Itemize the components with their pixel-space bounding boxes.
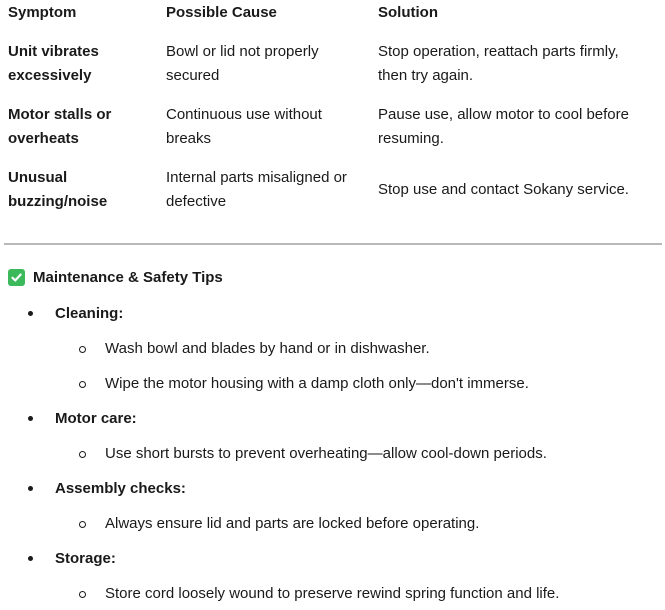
tip-item: Wash bowl and blades by hand or in dishwasher. bbox=[105, 340, 430, 357]
cause-cell: Bowl or lid not properly secured bbox=[166, 43, 319, 84]
sub-bullet-icon bbox=[78, 337, 88, 361]
section-divider bbox=[4, 243, 662, 245]
tip-item: Store cord loosely wound to preserve rewind spring function and life. bbox=[105, 585, 560, 602]
solution-cell: Pause use, allow motor to cool before resuming. bbox=[378, 106, 629, 147]
check-mark-icon bbox=[8, 269, 25, 286]
cause-cell: Internal parts misaligned or defective bbox=[166, 169, 347, 210]
tip-item: Wipe the motor housing with a damp cloth only—don't immerse. bbox=[105, 375, 529, 392]
sub-bullet-icon bbox=[78, 582, 88, 606]
tip-item: Use short bursts to prevent overheating—allow cool-down periods. bbox=[105, 445, 547, 462]
bullet-icon bbox=[26, 302, 36, 326]
sub-bullet-icon bbox=[78, 442, 88, 466]
section-title-text: Maintenance & Safety Tips bbox=[33, 268, 223, 286]
bullet-icon bbox=[26, 547, 36, 571]
tip-item: Always ensure lid and parts are locked before operating. bbox=[105, 515, 480, 532]
tip-label-motor-care: Motor care: bbox=[55, 410, 137, 427]
symptom-cell: Unusual buzzing/noise bbox=[8, 169, 108, 210]
section-title bbox=[8, 265, 223, 289]
bullet-icon bbox=[26, 407, 36, 431]
tip-label-storage: Storage: bbox=[55, 550, 116, 567]
header-symptom: Symptom bbox=[8, 4, 77, 21]
tip-label-assembly-checks: Assembly checks: bbox=[55, 480, 186, 497]
sub-bullet-icon bbox=[78, 372, 88, 396]
solution-cell: Stop use and contact Sokany service. bbox=[378, 181, 629, 198]
solution-cell: Stop operation, reattach parts firmly, then try again. bbox=[378, 43, 619, 84]
sub-bullet-icon bbox=[78, 512, 88, 536]
symptom-cell: Unit vibrates excessively bbox=[8, 43, 99, 84]
tip-label-cleaning: Cleaning: bbox=[55, 305, 124, 322]
header-possible-cause: Possible Cause bbox=[166, 4, 277, 21]
symptom-cell: Motor stalls or overheats bbox=[8, 106, 112, 147]
header-solution: Solution bbox=[378, 4, 438, 21]
cause-cell: Continuous use without breaks bbox=[166, 106, 322, 147]
bullet-icon bbox=[26, 477, 36, 501]
